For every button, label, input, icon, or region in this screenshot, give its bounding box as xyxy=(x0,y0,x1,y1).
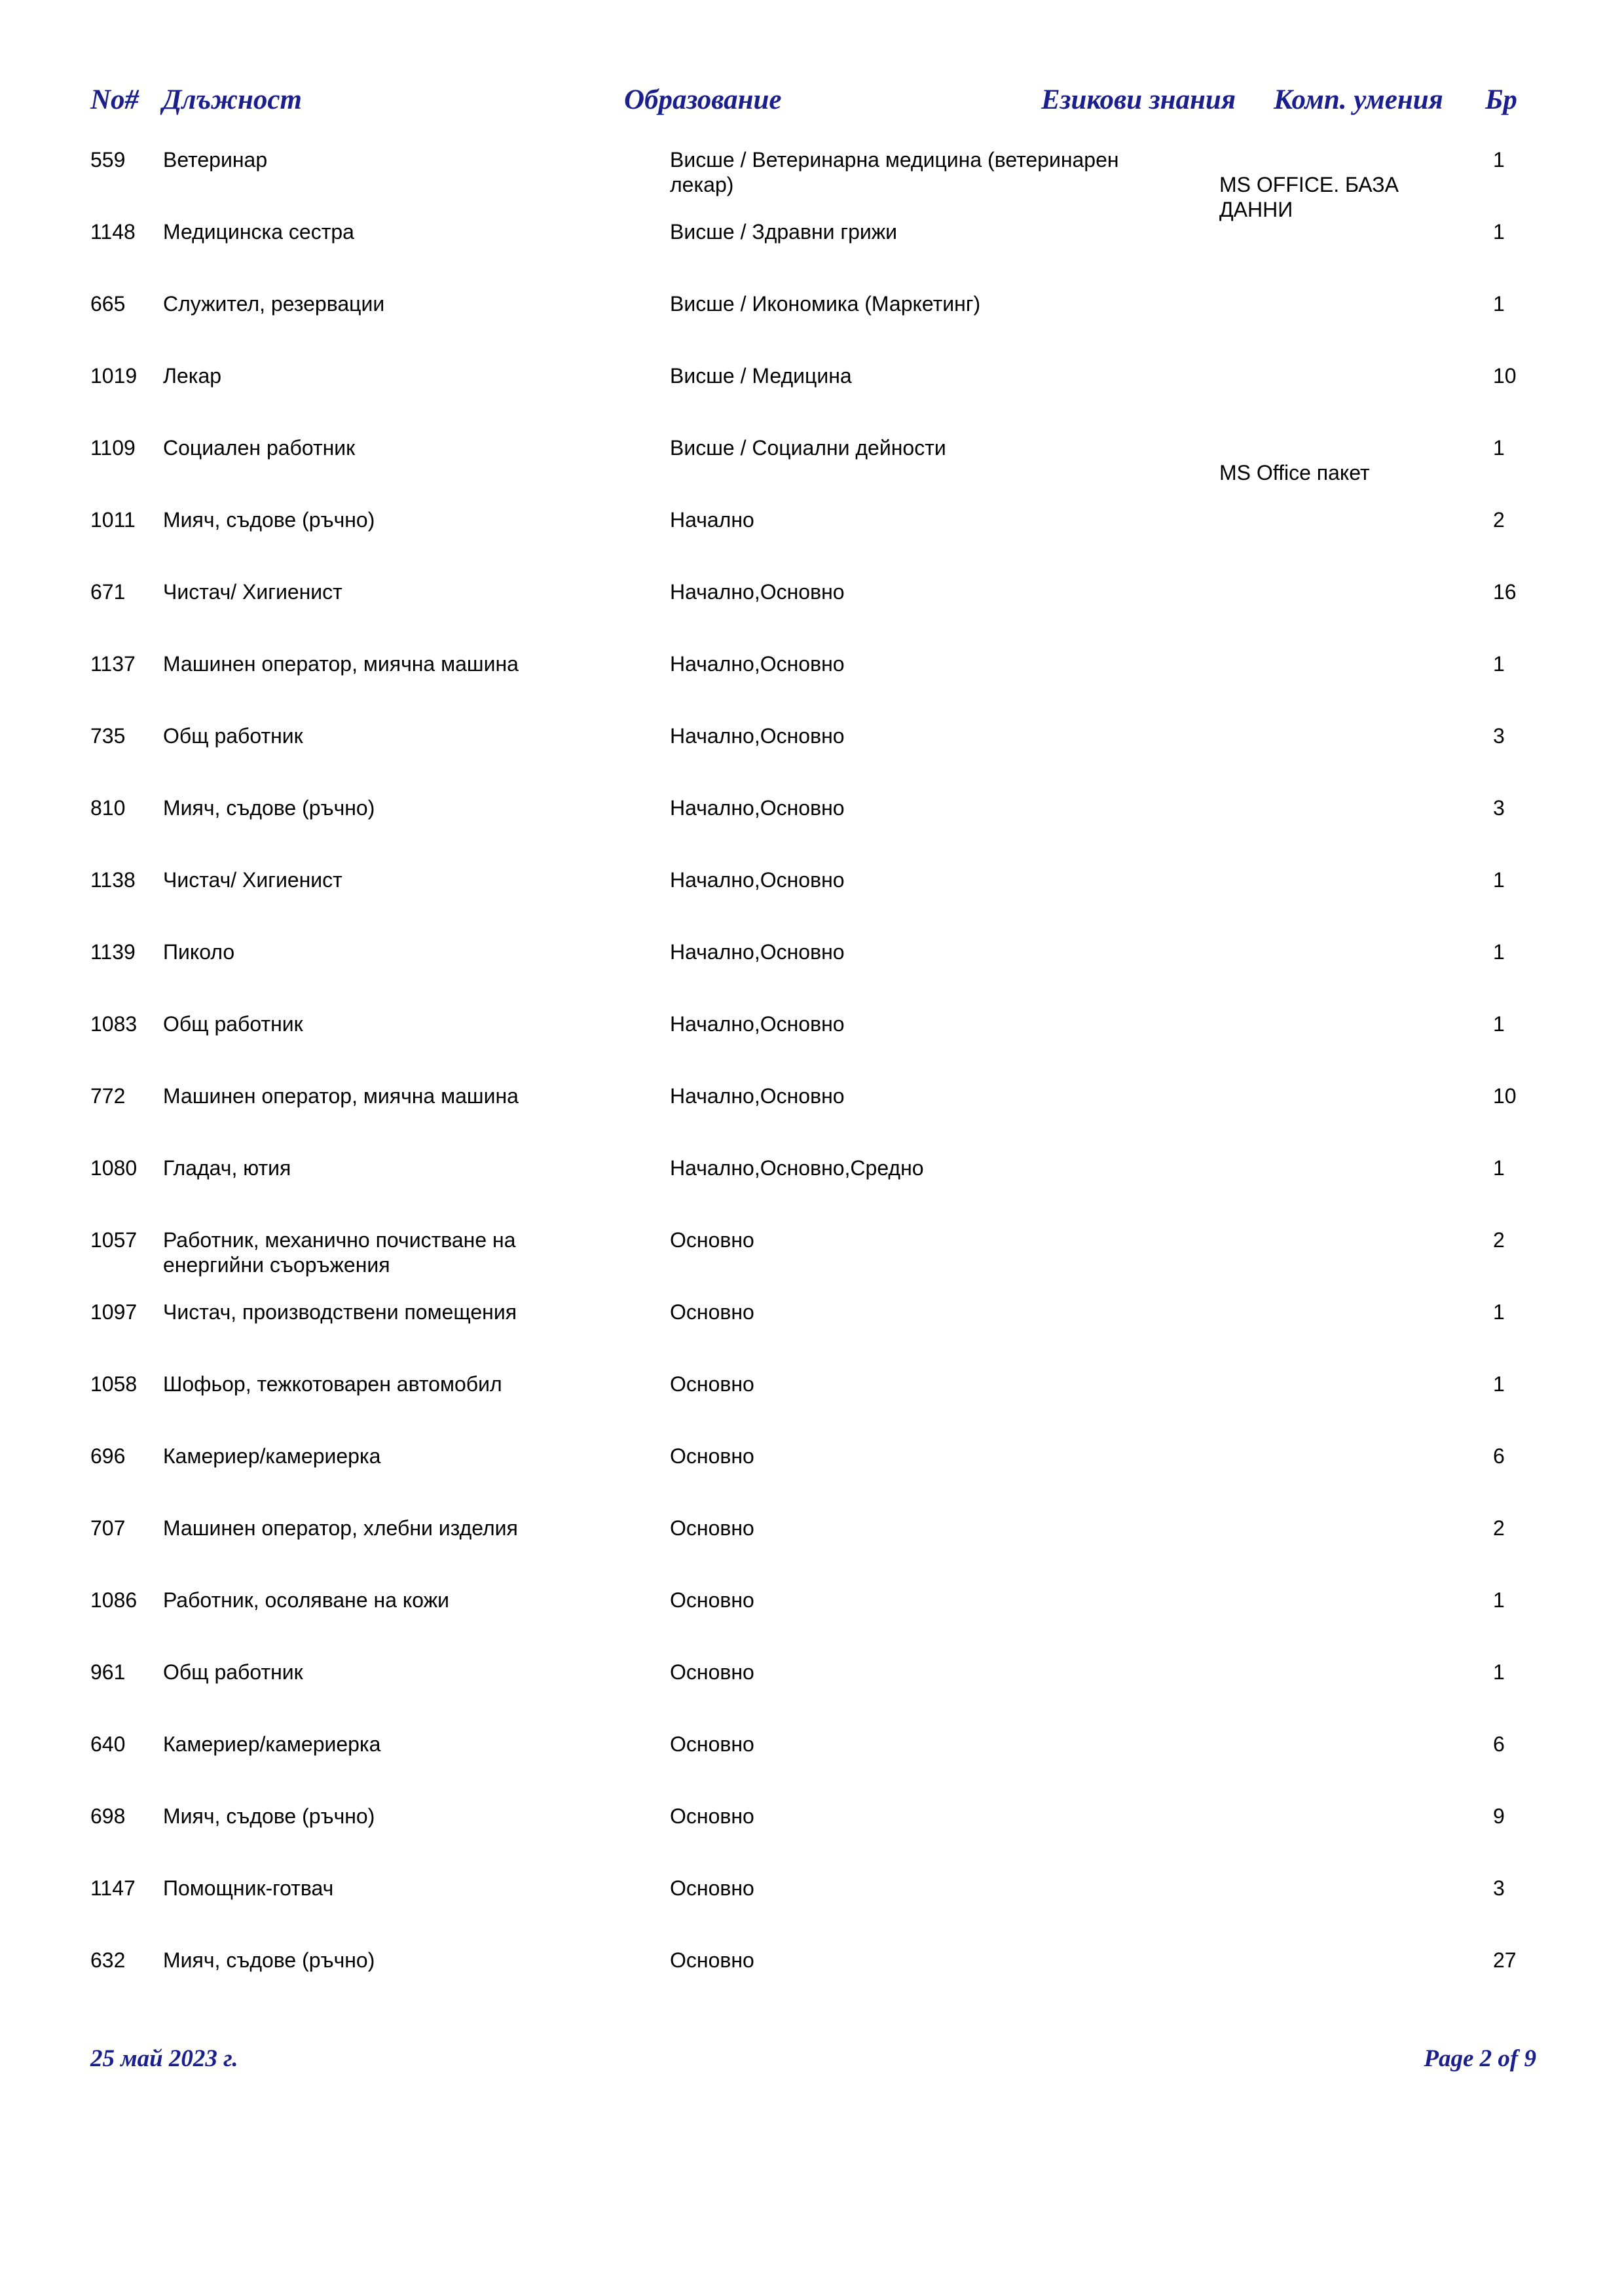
row-number: 1086 xyxy=(90,1588,138,1612)
row-count: 1 xyxy=(1493,1156,1505,1180)
header-position: Длъжност xyxy=(162,84,302,115)
row-number: 671 xyxy=(90,580,126,604)
row-position: Общ работник xyxy=(163,1660,303,1684)
row-number: 665 xyxy=(90,292,126,316)
row-count: 1 xyxy=(1493,940,1505,964)
row-position: Камериер/камериерка xyxy=(163,1444,381,1468)
row-education: Основно xyxy=(670,1876,754,1900)
row-position: Чистач, производствени помещения xyxy=(163,1300,517,1324)
table-row xyxy=(0,579,1624,651)
row-number: 559 xyxy=(90,148,126,172)
row-count: 3 xyxy=(1493,724,1505,748)
row-count: 2 xyxy=(1493,1228,1505,1252)
header-education: Образование xyxy=(624,84,782,115)
row-count: 1 xyxy=(1493,652,1505,676)
row-education: Начално,Основно xyxy=(670,796,845,820)
table-row xyxy=(0,1011,1624,1084)
row-count: 1 xyxy=(1493,148,1505,172)
row-number: 696 xyxy=(90,1444,126,1468)
row-number: 1097 xyxy=(90,1300,138,1324)
row-position: Мияч, съдове (ръчно) xyxy=(163,508,375,532)
row-count: 6 xyxy=(1493,1444,1505,1468)
row-education: Начално,Основно xyxy=(670,724,845,748)
row-education: Основно xyxy=(670,1660,754,1684)
row-education: Основно xyxy=(670,1516,754,1540)
table-row xyxy=(0,1876,1624,1948)
table-row xyxy=(0,1300,1624,1372)
table-row xyxy=(0,219,1624,291)
header-no: No# xyxy=(90,84,139,115)
row-count: 1 xyxy=(1493,1660,1505,1684)
table-row xyxy=(0,939,1624,1011)
row-education: Начално xyxy=(670,508,754,532)
row-number: 1080 xyxy=(90,1156,138,1180)
table-row xyxy=(0,1516,1624,1588)
table-row xyxy=(0,507,1624,579)
row-education: Начално,Основно,Средно xyxy=(670,1156,924,1180)
row-position: Мияч, съдове (ръчно) xyxy=(163,1804,375,1828)
row-position: Общ работник xyxy=(163,1012,303,1036)
row-position: Лекар xyxy=(163,364,222,388)
row-education: Висше / Социални дейности xyxy=(670,436,946,460)
footer-page-number: Page 2 of 9 xyxy=(1424,2045,1536,2072)
row-position: Гладач, ютия xyxy=(163,1156,291,1180)
row-number: 772 xyxy=(90,1084,126,1108)
row-position: Чистач/ Хигиенист xyxy=(163,868,342,892)
table-row xyxy=(0,1948,1624,2020)
table-row xyxy=(0,147,1624,219)
row-count: 6 xyxy=(1493,1732,1505,1756)
row-education: Начално,Основно xyxy=(670,580,845,604)
row-education: Начално,Основно xyxy=(670,940,845,964)
row-education: Висше / Здравни грижи xyxy=(670,220,898,244)
table-row xyxy=(0,723,1624,795)
row-number: 1019 xyxy=(90,364,138,388)
table-row xyxy=(0,1660,1624,1732)
header-count: Бр xyxy=(1485,84,1517,115)
row-position: Машинен оператор, миячна машина xyxy=(163,1084,519,1108)
row-education: Начално,Основно xyxy=(670,1084,845,1108)
row-count: 2 xyxy=(1493,1516,1505,1540)
table-row xyxy=(0,1372,1624,1444)
row-position: Машинен оператор, хлебни изделия xyxy=(163,1516,518,1540)
row-count: 1 xyxy=(1493,436,1505,460)
row-number: 1083 xyxy=(90,1012,138,1036)
table-row xyxy=(0,1732,1624,1804)
row-count: 9 xyxy=(1493,1804,1505,1828)
row-number: 1137 xyxy=(90,652,136,676)
row-count: 10 xyxy=(1493,1084,1517,1108)
row-count: 2 xyxy=(1493,508,1505,532)
table-row xyxy=(0,795,1624,867)
row-number: 632 xyxy=(90,1948,126,1972)
row-education: Основно xyxy=(670,1444,754,1468)
row-position: Помощник-готвач xyxy=(163,1876,334,1900)
row-number: 1011 xyxy=(90,508,136,532)
table-row xyxy=(0,651,1624,723)
row-education: Начално,Основно xyxy=(670,652,845,676)
row-position: Машинен оператор, миячна машина xyxy=(163,652,519,676)
footer-date: 25 май 2023 г. xyxy=(90,2045,238,2072)
header-languages: Езикови знания xyxy=(1041,84,1236,115)
row-number: 640 xyxy=(90,1732,126,1756)
table-row xyxy=(0,435,1624,507)
row-position: Пиколо xyxy=(163,940,235,964)
row-position: Работник, осоляване на кожи xyxy=(163,1588,449,1612)
row-count: 1 xyxy=(1493,868,1505,892)
row-number: 1058 xyxy=(90,1372,138,1396)
row-position: Медицинска сестра xyxy=(163,220,354,244)
row-education: Основно xyxy=(670,1732,754,1756)
row-position: Чистач/ Хигиенист xyxy=(163,580,342,604)
table-row xyxy=(0,1804,1624,1876)
row-education: Висше / Медицина xyxy=(670,364,852,388)
row-education: Основно xyxy=(670,1300,754,1324)
table-row xyxy=(0,1444,1624,1516)
table-row xyxy=(0,1156,1624,1228)
row-number: 735 xyxy=(90,724,126,748)
row-number: 1138 xyxy=(90,868,136,892)
row-position: Ветеринар xyxy=(163,148,268,172)
row-education: Висше / Ветеринарна медицина (ветеринарен лекар) xyxy=(670,148,1119,196)
row-position: Мияч, съдове (ръчно) xyxy=(163,796,375,820)
header-computer-skills: Комп. умения xyxy=(1274,84,1443,115)
row-education: Начално,Основно xyxy=(670,1012,845,1036)
row-position: Служител, резервации xyxy=(163,292,385,316)
row-number: 1148 xyxy=(90,220,136,244)
table-row xyxy=(0,1228,1624,1300)
row-education: Начално,Основно xyxy=(670,868,845,892)
row-count: 3 xyxy=(1493,1876,1505,1900)
table-row xyxy=(0,1588,1624,1660)
row-position: Работник, механично почистване на енергийни съоръжения xyxy=(163,1228,516,1277)
row-count: 1 xyxy=(1493,220,1505,244)
row-count: 1 xyxy=(1493,1372,1505,1396)
row-count: 16 xyxy=(1493,580,1517,604)
row-count: 1 xyxy=(1493,1012,1505,1036)
row-count: 3 xyxy=(1493,796,1505,820)
job-table-body xyxy=(0,147,1624,2020)
row-position: Камериер/камериерка xyxy=(163,1732,381,1756)
table-row xyxy=(0,867,1624,939)
row-education: Основно xyxy=(670,1228,754,1252)
table-row xyxy=(0,363,1624,435)
row-position: Общ работник xyxy=(163,724,303,748)
row-number: 1139 xyxy=(90,940,136,964)
row-education: Основно xyxy=(670,1372,754,1396)
row-count: 10 xyxy=(1493,364,1517,388)
row-education: Висше / Икономика (Маркетинг) xyxy=(670,292,981,316)
row-education: Основно xyxy=(670,1804,754,1828)
row-position: Мияч, съдове (ръчно) xyxy=(163,1948,375,1972)
row-number: 1147 xyxy=(90,1876,136,1900)
row-count: 1 xyxy=(1493,1588,1505,1612)
row-position: Шофьор, тежкотоварен автомобил xyxy=(163,1372,502,1396)
row-count: 27 xyxy=(1493,1948,1517,1972)
row-position: Социален работник xyxy=(163,436,356,460)
row-number: 1057 xyxy=(90,1228,138,1252)
row-count: 1 xyxy=(1493,292,1505,316)
row-computer-skills: MS Office пакет xyxy=(1219,461,1370,484)
row-education: Основно xyxy=(670,1588,754,1612)
row-number: 961 xyxy=(90,1660,126,1684)
row-count: 1 xyxy=(1493,1300,1505,1324)
row-number: 1109 xyxy=(90,436,136,460)
row-education: Основно xyxy=(670,1948,754,1972)
row-number: 810 xyxy=(90,796,126,820)
row-number: 698 xyxy=(90,1804,126,1828)
table-row xyxy=(0,291,1624,363)
row-number: 707 xyxy=(90,1516,126,1540)
table-row xyxy=(0,1084,1624,1156)
row-computer-skills: MS OFFICE. БАЗА ДАННИ xyxy=(1219,173,1399,221)
